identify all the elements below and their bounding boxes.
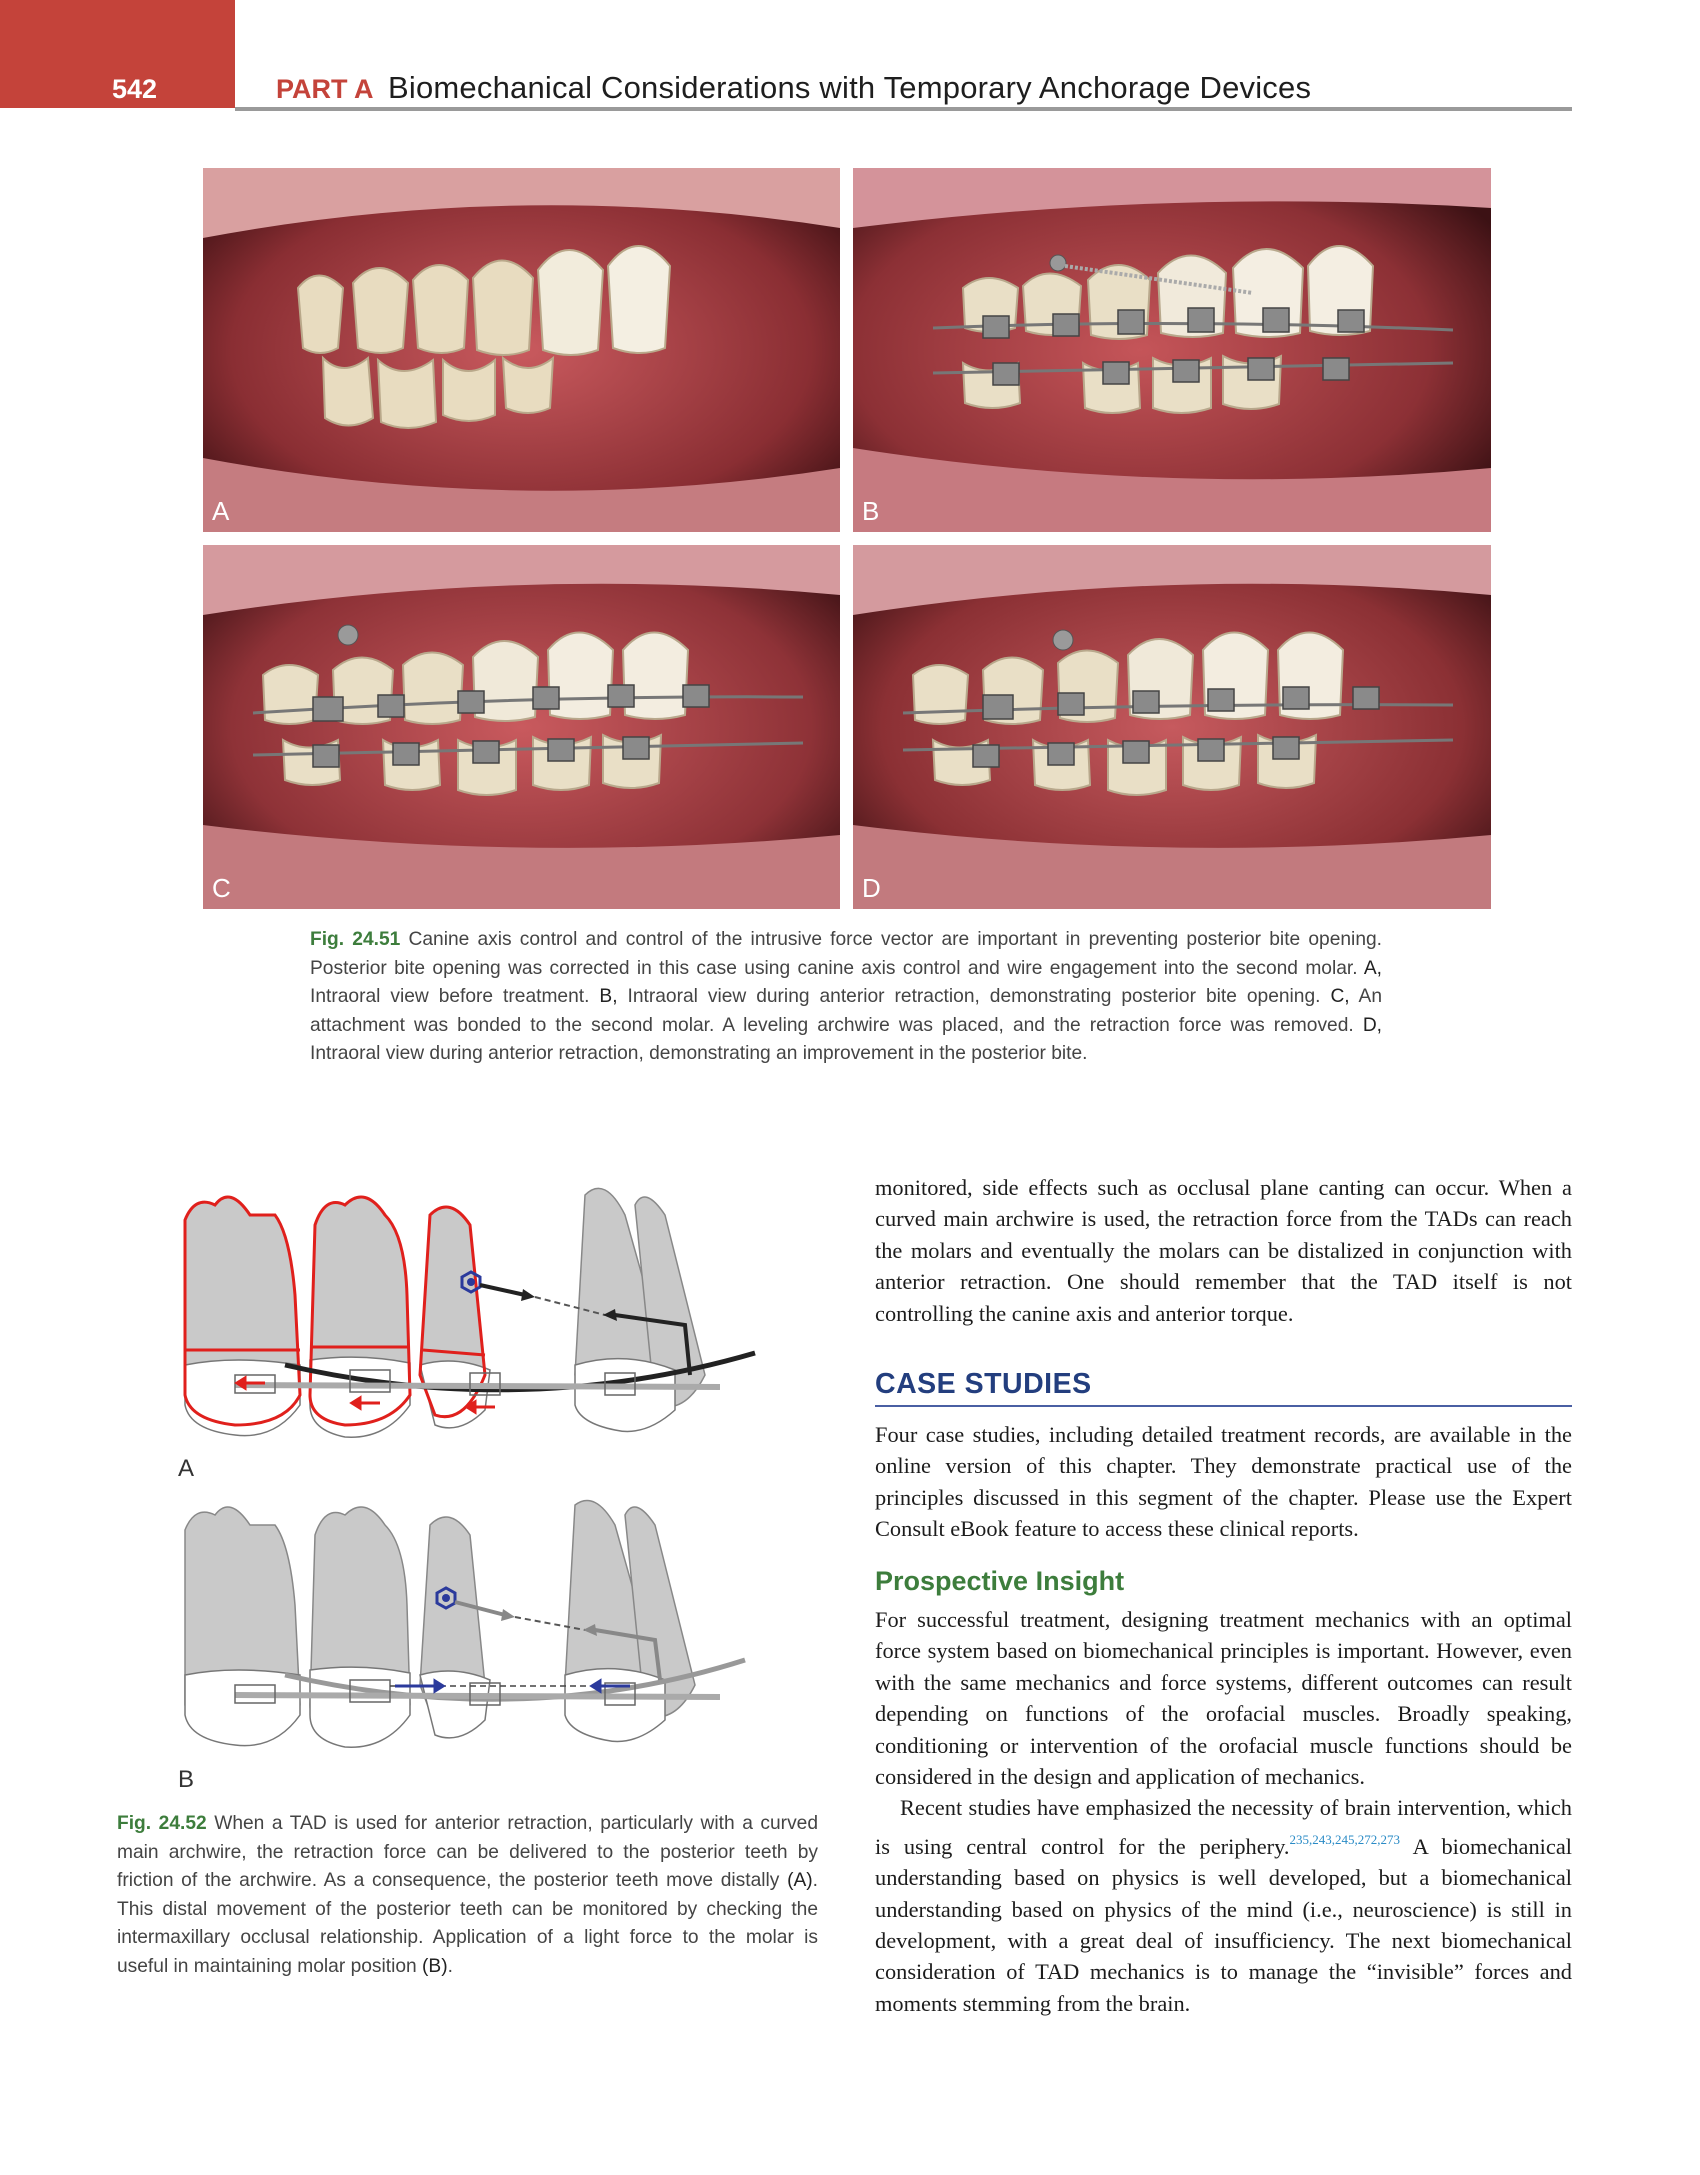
case-studies-paragraph: Four case studies, including detailed treatment records, are available in the online version of this chapter. They demonstrate practical use of the principles discussed in this segment of the chapter. Please use the Expert Consult eBook feature to access these clinical reports. [875, 1422, 1572, 1542]
photo-panel-c [203, 545, 840, 909]
body-paragraph-1: monitored, side effects such as occlusal plane canting can occur. When a curved main archwire is used, the retraction force from the TADs can reach the molars and eventually the molars can be distalized in conjunction with anterior retraction. One should remember that the TAD itself is not controlling the canine axis and anterior torque. [875, 1175, 1572, 1326]
page-number: 542 [112, 74, 158, 104]
part-label: PART A [276, 74, 374, 104]
prospective-paragraph-2: Recent studies have emphasized the necessity of brain intervention, which is using central control for the periphery.$^{235,243,245,272,273}$ A biomechanical understanding based on physics is well developed, but a biomechanical understanding based on physics of the mind (i.e., neuroscience) is still in development, with a great deal of insufficiency. The next biomechanical consideration of TAD mechanics is to manage the “invisible” forces and moments stemming from the brain. [875, 1795, 1572, 2016]
photo-label-b: B [862, 496, 880, 526]
prospective-paragraph-1: For successful treatment, designing treatment mechanics with an optimal force system based on biomechanical principles is important. However, even with the same mechanics and force systems, different outcomes can result depending on functions of the orofacial muscles. Broadly speaking, conditioning or intervention of the orofacial muscle functions should be considered in the design and application of mechanics. [875, 1607, 1572, 1790]
case-studies-heading: CASE STUDIES [875, 1368, 1092, 1400]
photo-label-a: A [212, 496, 230, 526]
citation-superscript[interactable]: 235,243,245,272,273 [1289, 1831, 1400, 1847]
photo-panel-d [853, 545, 1491, 909]
figure-label: Fig. 24.52 [117, 1813, 207, 1834]
figure-24-51-caption: Fig. 24.51 Canine axis control and control of the intrusive force vector are important in preventing posterior bite opening. Posterior bite opening was corrected in this case using canine axis control and wire engagement into the second molar. A, Intraoral view before treatment. B, Intraoral view during anterior retraction, demonstrating posterior bite opening. C, An attachment was bonded to the second molar. A leveling archwire was placed, and the retraction force was removed. D, Intraoral view during anterior retraction, demonstrating an improvement in the posterior bite. [310, 929, 1382, 1065]
diagram-panel-a [175, 1175, 780, 1480]
prospective-insight-text [875, 1604, 1572, 2019]
diagram-label-a: A [178, 1455, 195, 1482]
photo-label-c: C [212, 873, 231, 903]
photo-label-d: D [862, 873, 881, 903]
header-rule [235, 107, 1572, 111]
figure-label: Fig. 24.51 [310, 929, 401, 950]
photo-panel-a [203, 168, 840, 532]
figure-24-52-caption: Fig. 24.52 When a TAD is used for anterior retraction, particularly with a curved main archwire, the retraction force can be delivered to the posterior teeth by friction of the archwire. As a consequence, the posterior teeth move distally (A). This distal movement of the posterior teeth can be monitored by checking the intermaxillary occlusal relationship. Application of a light force to the molar is useful in maintaining molar position (B). [117, 1813, 819, 1977]
section-rule [875, 1405, 1572, 1407]
running-header-title: Biomechanical Considerations with Temporary Anchorage Devices [388, 70, 1312, 105]
photo-panel-b [853, 168, 1491, 532]
diagram-panel-b [175, 1490, 780, 1800]
prospective-insight-heading: Prospective Insight [875, 1566, 1125, 1596]
diagram-label-b: B [178, 1766, 195, 1793]
